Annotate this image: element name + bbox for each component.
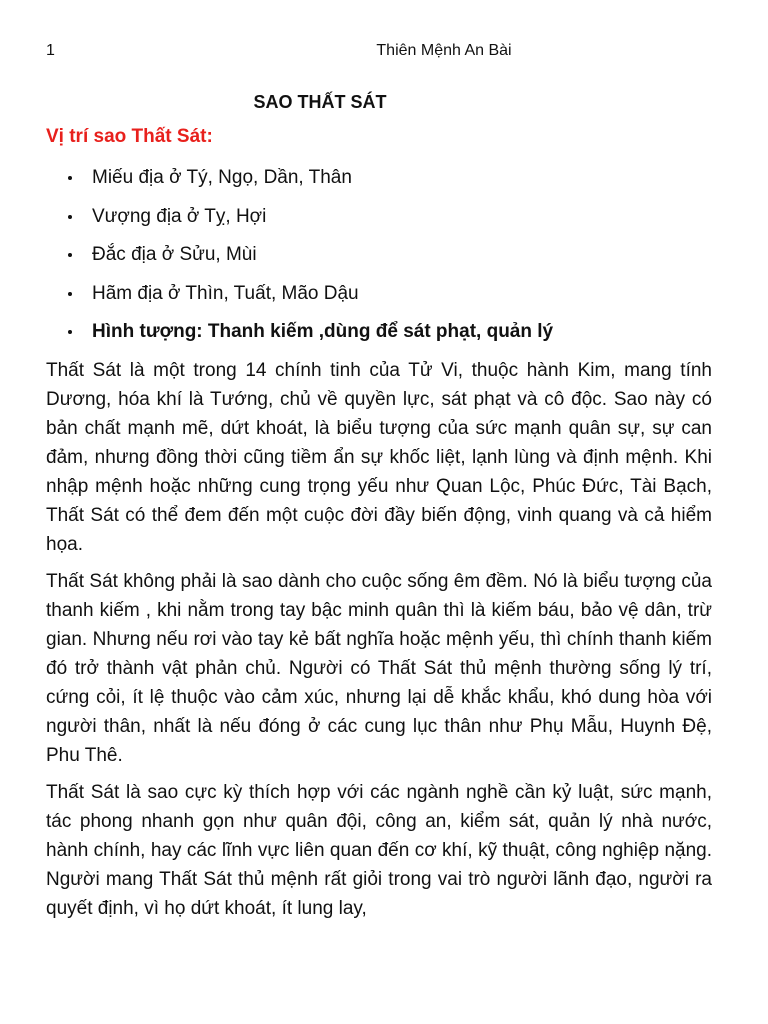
bullet-dot-icon — [68, 253, 72, 257]
bullet-dot-icon — [68, 176, 72, 180]
paragraph: Thất Sát là một trong 14 chính tinh của Tử Vi, thuộc hành Kim, mang tính Dương, hóa khí là Tướng, chủ về quyền lực, sát phạt và cô độc. Sao này có bản chất mạnh mẽ, dứt khoát, là biểu tượng của sức mạnh quân sự, sự can đảm, nhưng đồng thời cũng tiềm ẩn sự khốc liệt, lạnh lùng và định mệnh. Khi nhập mệnh hoặc những cung trọng yếu như Quan Lộc, Phúc Đức, Tài Bạch, Thất Sát có thể đem đến một cuộc đời đầy biến động, vinh quang và cả hiểm họa. — [46, 360, 712, 555]
paragraph: Thất Sát không phải là sao dành cho cuộc sống êm đềm. Nó là biểu tượng của thanh kiếm , khi nằm trong tay bậc minh quân thì là kiếm báu, bảo vệ dân, trừ gian. Nhưng nếu rơi vào tay kẻ bất nghĩa hoặc mệnh yếu, thì chính thanh kiếm đó trở thành vật phản chủ. Người có Thất Sát thủ mệnh thường sống lý trí, cứng cỏi, ít lệ thuộc vào cảm xúc, nhưng lại dễ khắc khẩu, khó dung hòa với người thân, nhất là nếu đóng ở các cung lục thân như Phụ Mẫu, Huynh Đệ, Phu Thê. — [46, 571, 712, 766]
section-heading: Vị trí sao Thất Sát: — [46, 126, 213, 147]
bullet-dot-icon — [68, 215, 72, 219]
document-title: SAO THẤT SÁT — [253, 92, 387, 112]
list-item-text: Miếu địa ở Tý, Ngọ, Dần, Thân — [92, 167, 352, 188]
page-number: 1 — [46, 42, 55, 59]
list-item — [46, 318, 553, 357]
list-item — [46, 280, 553, 319]
list-item-text: Hãm địa ở Thìn, Tuất, Mão Dậu — [92, 282, 359, 304]
paragraph: Thất Sát là sao cực kỳ thích hợp với các ngành nghề cần kỷ luật, sức mạnh, tác phong nhanh gọn như quân đội, công an, kiểm sát, quản lý nhà nước, hành chính, hay các lĩnh vực liên quan đến cơ khí, kỹ thuật, công nghiệp nặng. Người mang Thất Sát thủ mệnh rất giỏi trong vai trò người lãnh đạo, người ra quyết định, vì họ dứt khoát, ít lung lay, — [46, 782, 712, 919]
list-item-text: Đắc địa ở Sửu, Mùi — [92, 244, 257, 265]
running-title: Thiên Mệnh An Bài — [376, 42, 512, 59]
page-header — [46, 42, 722, 64]
bullet-dot-icon — [68, 292, 72, 296]
bullet-list — [46, 164, 553, 357]
list-item-text: Hình tượng: Thanh kiếm ,dùng để sát phạt, quản lý — [92, 321, 554, 342]
list-item-text: Vượng địa ở Tỵ, Hợi — [92, 205, 267, 227]
list-item — [46, 241, 553, 280]
list-item — [46, 203, 553, 242]
list-item — [46, 164, 553, 203]
bullet-dot-icon — [68, 330, 72, 334]
body-text — [46, 356, 712, 931]
